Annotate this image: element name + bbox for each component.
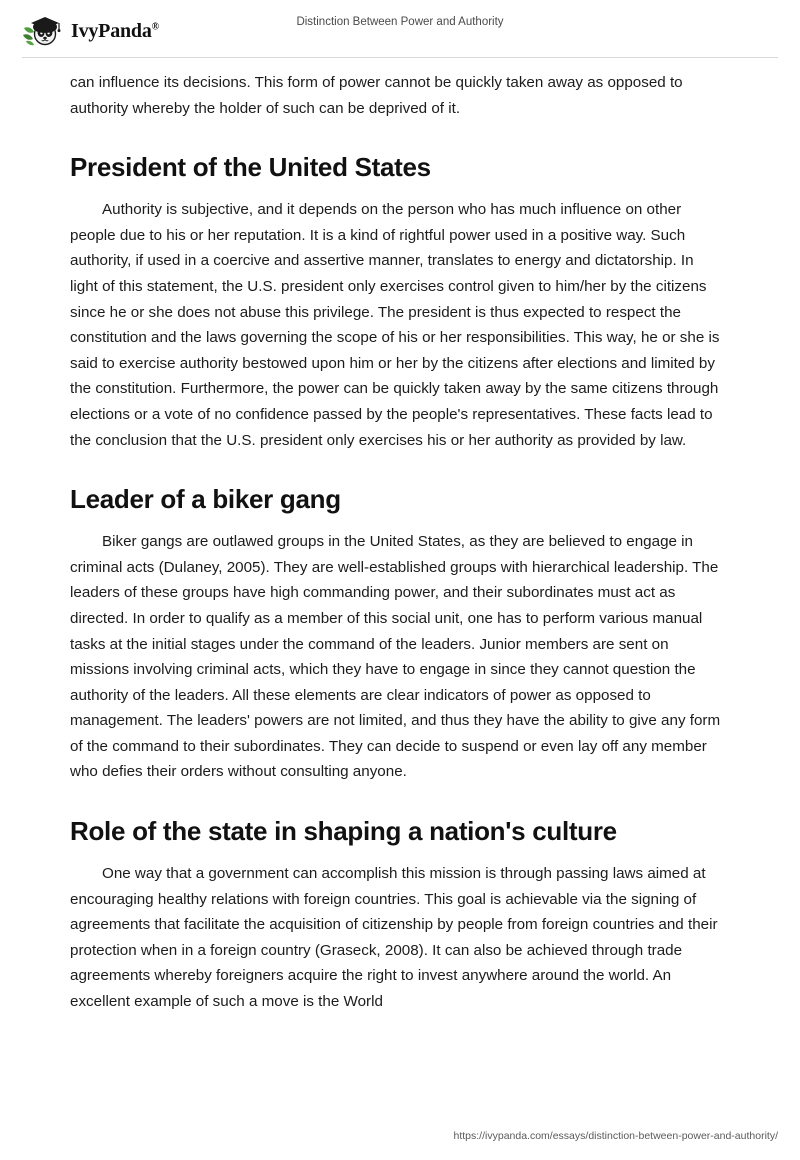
- section-paragraph-president: Authority is subjective, and it depends on the person who has much influence on other people due to his or her reputation. It is a kind of rightful power used in a positive way. Such authority, if used in a coercive and assertive manner, translates to energy and dictatorship. In light of this statement, the U.S. president only exercises control given to him/her by the citizens since he or she does not abuse this privilege. The president is thus expected to respect the constitution and the laws governing the scope of his or her responsibilities. This way, he or she is said to exercise authority bestowed upon him or her by the citizens after elections and limited by the constitution. Furthermore, the power can be quickly taken away by the same citizens through elections or a vote of no confidence passed by the people's representatives. These facts lead to the conclusion that the U.S. president only exercises his or her authority as provided by law.: [70, 201, 720, 449]
- section-heading-state-culture: Role of the state in shaping a nation's culture: [70, 816, 617, 847]
- document-running-title: Distinction Between Power and Authority: [296, 16, 504, 28]
- section-paragraph-state-culture: One way that a government can accomplish this mission is through passing laws aimed at encouraging healthy relations with foreign countries. This goal is achievable via the signing of agreements that facilitate the acquisition of citizenship by people from foreign countries and their protection when in a foreign country (Graseck, 2008). It can also be achieved through trade agreements whereby foreigners acquire the right to invest anywhere around the world. An excellent example of such a move is the World: [70, 865, 718, 1011]
- header-divider: [22, 57, 778, 58]
- document-body: [70, 70, 722, 1015]
- brand-name: IvyPanda®: [71, 19, 159, 42]
- section-paragraph-biker-gang: Biker gangs are outlawed groups in the United States, as they are believed to engage in criminal acts (Dulaney, 2005). They are well-established groups with hierarchical leadership. The leaders of these groups have high commanding power, and their subordinates must act as directed. In order to qualify as a member of this social unit, one has to perform various manual tasks at the initial stages under the command of the leaders. Junior members are sent on missions involving criminal acts, which they have to engage in since they cannot question the authority of the leaders. All these elements are clear indicators of power as opposed to management. The leaders' powers are not limited, and thus they have the ability to give any form of the command to their subordinates. They can decide to suspend or even lay off any member who defies their orders without consulting anyone.: [70, 533, 721, 781]
- registered-mark: ®: [151, 20, 159, 32]
- section-heading-biker-gang: Leader of a biker gang: [70, 484, 341, 515]
- page-header: [0, 0, 800, 58]
- intro-paragraph: can influence its decisions. This form of power cannot be quickly taken away as opposed to authority whereby the holder of such can be deprived of it.: [70, 74, 683, 117]
- footer-source-url[interactable]: https://ivypanda.com/essays/distinction-between-power-and-authority/: [453, 1130, 778, 1142]
- section-heading-president: President of the United States: [70, 152, 431, 183]
